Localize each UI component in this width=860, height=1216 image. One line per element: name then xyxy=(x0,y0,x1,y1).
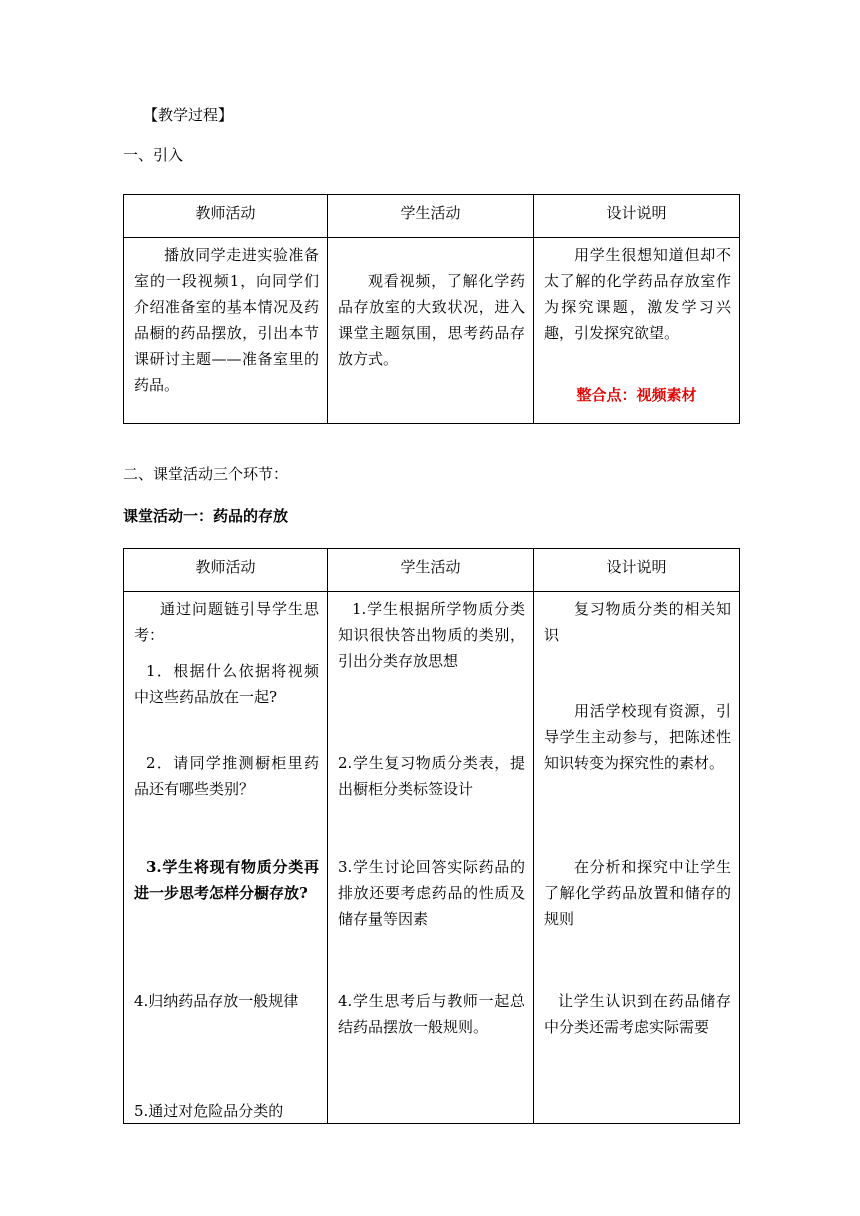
teacher-item-3: 3.学生将现有物质分类再进一步思考怎样分橱存放? xyxy=(134,858,319,902)
header-teacher-2: 教师活动 xyxy=(124,549,328,592)
integration-point: 整合点：视频素材 xyxy=(576,386,697,404)
cell-student xyxy=(328,238,534,424)
section-title-intro: 一、引入 xyxy=(123,146,184,164)
header-student-2: 学生活动 xyxy=(328,549,534,592)
student-item-0: 1.学生根据所学物质分类知识很快答出物质的类别，引出分类存放思想 xyxy=(338,600,525,670)
header-student: 学生活动 xyxy=(328,195,534,238)
teacher-item-2: 2．请同学推测橱柜里药品还有哪些类别？ xyxy=(134,754,319,798)
design-item-1: 用活学校现有资源，引导学生主动参与，把陈述性知识转变为探究性的素材。 xyxy=(544,702,731,772)
activity-table xyxy=(123,548,740,1124)
student-item-2: 3.学生讨论回答实际药品的排放还要考虑药品的性质及储存量等因素 xyxy=(338,858,525,928)
design-item-3: 让学生认识到在药品储存中分类还需考虑实际需要 xyxy=(544,992,731,1036)
activity-one-title: 课堂活动一：药品的存放 xyxy=(123,507,289,525)
teacher-item-1: 1．根据什么依据将视频中这些药品放在一起? xyxy=(134,662,319,706)
section-heading: 【教学过程】 xyxy=(143,106,234,124)
header-design: 设计说明 xyxy=(534,195,740,238)
student-text: 观看视频，了解化学药品存放室的大致状况，进入课堂主题氛围，思考药品存放方式。 xyxy=(338,272,525,368)
design-item-0: 复习物质分类的相关知识 xyxy=(544,600,731,644)
teacher-text: 播放同学走进实验准备室的一段视频1，向同学们介绍准备室的基本情况及药品橱的药品摆放，引出本节课研讨主题——准备室里的药品。 xyxy=(134,246,319,394)
teacher-item-4: 4.归纳药品存放一般规律 xyxy=(134,992,299,1010)
cell-teacher-2 xyxy=(124,592,328,1124)
header-design-2: 设计说明 xyxy=(534,549,740,592)
teacher-item-5: 5.通过对危险品分类的 xyxy=(134,1102,284,1120)
section-title-activities: 二、课堂活动三个环节： xyxy=(123,465,289,483)
teacher-item-0: 通过问题链引导学生思考： xyxy=(134,600,319,644)
design-text: 用学生很想知道但却不太了解的化学药品存放室作为探究课题，激发学习兴趣，引发探究欲望。 xyxy=(544,246,731,342)
student-item-1: 2.学生复习物质分类表，提出橱柜分类标签设计 xyxy=(338,754,525,798)
intro-table xyxy=(123,194,740,424)
cell-teacher xyxy=(124,238,328,424)
header-teacher: 教师活动 xyxy=(124,195,328,238)
design-item-2: 在分析和探究中让学生了解化学药品放置和储存的规则 xyxy=(544,858,731,928)
student-item-3: 4.学生思考后与教师一起总结药品摆放一般规则。 xyxy=(338,992,525,1036)
cell-design-2 xyxy=(534,592,740,1124)
cell-design xyxy=(534,238,740,424)
cell-student-2 xyxy=(328,592,534,1124)
